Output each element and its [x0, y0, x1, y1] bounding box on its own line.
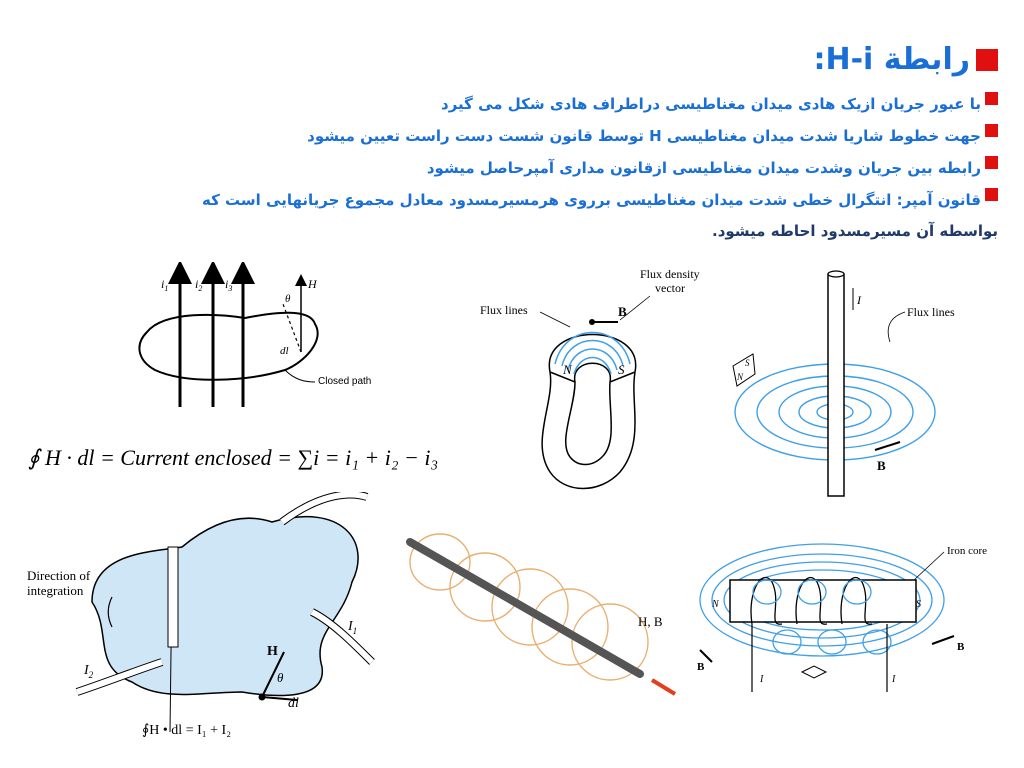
bullet-square	[985, 92, 998, 105]
label-B-right: B	[957, 641, 965, 653]
bullet-text: قانون آمپر: انتگرال خطی شدت میدان مغناطیسی برروی هرمسیرمسدود معادل مجموع جریانهایی است که	[202, 191, 981, 209]
figure-horseshoe-magnet	[470, 262, 720, 497]
label-N: N	[712, 599, 719, 610]
compass-N: N	[737, 372, 744, 382]
label-integration: integration	[27, 583, 84, 598]
label-direction: Direction of	[27, 568, 91, 583]
bullet-item	[158, 152, 998, 184]
bullet-text: جهت خطوط شاریا شدت میدان مغناطیسی H توسط قانون شست دست راست تعیین میشود	[307, 127, 981, 145]
label-S: S	[916, 599, 921, 610]
label-vector: vector	[655, 281, 685, 295]
label-i3: $i_3$	[225, 277, 233, 293]
label-I-right: I	[892, 674, 896, 685]
label-i1: $i_1$	[161, 277, 169, 293]
label-B: B	[877, 458, 886, 473]
conductor-rod	[828, 274, 844, 496]
label-I1: $I_1$	[348, 619, 358, 636]
label-H: H	[308, 277, 317, 291]
label-theta: θ	[277, 670, 284, 685]
figure-closed-path	[125, 262, 395, 412]
bullet-square	[985, 188, 998, 201]
bullet-square	[985, 124, 998, 137]
bullet-continuation: بواسطه آن مسیرمسدود احاطه میشود.	[712, 222, 998, 240]
label-S: S	[618, 362, 625, 377]
ampere-formula: ∮ H · dl = Current enclosed = ∑i = i₁ + i₂ − i₃	[28, 445, 439, 470]
title-row	[813, 42, 998, 77]
label-i2: $i_2$	[195, 277, 203, 293]
label-H: H	[267, 644, 278, 659]
label-B: B	[618, 304, 627, 319]
title-bullet-square	[976, 49, 998, 71]
label-I-left: I	[760, 674, 764, 685]
compass-S: S	[745, 358, 750, 368]
figure-iron-core	[692, 532, 1012, 732]
label-dl: dl	[288, 696, 299, 711]
label-iron-core: Iron core	[947, 545, 988, 557]
label-N: N	[563, 362, 572, 377]
bullet-text: با عبور جریان ازیک هادی میدان مغناطیسی دراطراف هادی شکل می گیرد	[441, 95, 981, 113]
figure-straight-conductor	[725, 262, 1015, 497]
bullet-square	[985, 156, 998, 169]
loop-formula: ∮H • dl = I₁ + I₂	[142, 723, 232, 738]
figure-rod-field	[400, 532, 685, 712]
slide-title: رابطة H-i:	[813, 42, 970, 77]
label-flux-density: Flux density	[640, 267, 700, 281]
closed-path-curve	[139, 313, 317, 380]
label-dl: dl	[280, 345, 289, 357]
figure-ampere-loop	[22, 492, 382, 760]
bullet-list	[158, 88, 998, 246]
bullet-item	[158, 184, 998, 216]
label-HB: H, B	[638, 614, 663, 629]
label-I: I	[857, 293, 861, 307]
label-theta: θ	[285, 293, 291, 305]
label-flux-lines: Flux lines	[907, 305, 955, 319]
label-closed-path: Closed path	[318, 376, 372, 387]
bullet-text: رابطه بین جریان وشدت میدان مغناطیسی ازقانون مداری آمپرحاصل میشود	[426, 159, 981, 177]
label-flux-lines: Flux lines	[480, 303, 528, 317]
label-B-left: B	[697, 661, 705, 673]
bullet-item	[158, 120, 998, 152]
bullet-item	[158, 88, 998, 120]
label-I2: $I_2$	[84, 663, 94, 680]
